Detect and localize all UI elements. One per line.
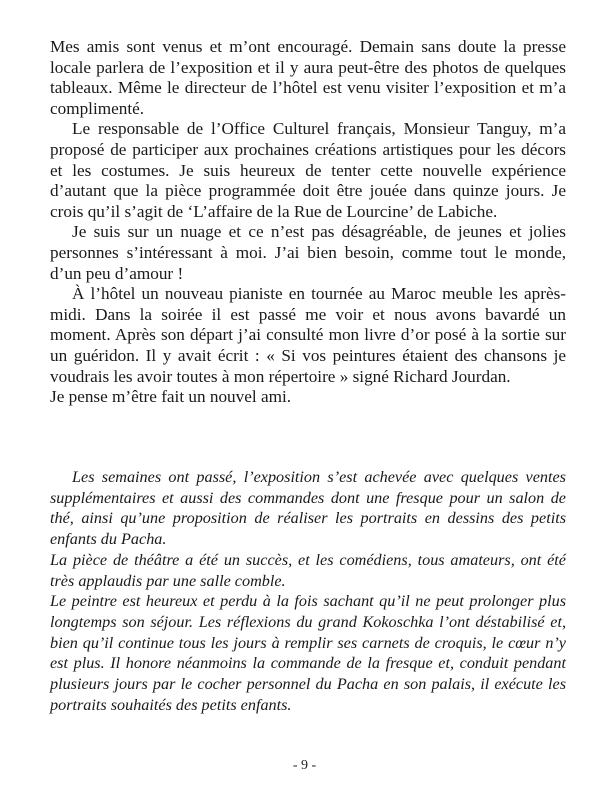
paragraph-weeks-passed: Les semaines ont passé, l’exposition s’est achevée avec quelques ventes supplémentaires et aussi des commandes dont une fresque pour un salon de thé, ainsi qu’une proposition de réaliser les portraits en dessins des petits enfants du Pacha. [50,468,566,549]
italic-section [50,467,566,715]
paragraph-new-friend: Je pense m’être fait un nouvel ami. [50,387,292,407]
paragraph-on-a-cloud: Je suis sur un nuage et ce n’est pas désagréable, de jeunes et jolies personnes s’intéressant à moi. J’ai bien besoin, comme tout le monde, d’un peu d’amour ! [50,222,566,283]
narrative-section [50,37,566,408]
paragraph-pianist: À l’hôtel un nouveau pianiste en tournée au Maroc meuble les après-midi. Dans la soirée il est passé me voir et nous avons bavardé un moment. Après son départ j’ai consulté mon livre d’or posé à la sortie sur un guéridon. Il y avait écrit : « Si vos peintures étaient des chansons je voudrais les avoir toutes à mon répertoire » signé Richard Jourdan. [50,284,566,386]
page-number: - 9 - [292,758,317,773]
paragraph-office-culturel: Le responsable de l’Office Culturel français, Monsieur Tanguy, m’a proposé de participer aux prochaines créations artistiques pour les décors et les costumes. Je suis heureux de tenter cette nouvelle expérience d’autant que la pièce programmée doit être jouée dans quinze jours. Je crois qu’il s’agit de ‘L’affaire de la Rue de Lourcine’ de Labiche. [50,119,566,221]
paragraph-play-success: La pièce de théâtre a été un succès, et les comédiens, tous amateurs, ont été très applaudis par une salle comble. [50,550,566,590]
paragraph-painter-leaving: Le peintre est heureux et perdu à la fois sachant qu’il ne peut prolonger plus longtemps son séjour. Les réflexions du grand Kokoschka l’ont déstabilisé et, bien qu’il continue tous les jours à remplir ses carnets de croquis, le cœur n’y est plus. Il honore néanmoins la commande de la fresque et, conduit pendant plusieurs jours par le cocher personnel du Pacha en son palais, il exécute les portraits souhaités des petits enfants. [50,592,566,714]
paragraph-friends-encouragement: Mes amis sont venus et m’ont encouragé. Demain sans doute la presse locale parlera de l’exposition et il y aura peut-être des photos de quelques tableaux. Même le directeur de l’hôtel est venu visiter l’exposition et m’a complimenté. [50,37,566,118]
